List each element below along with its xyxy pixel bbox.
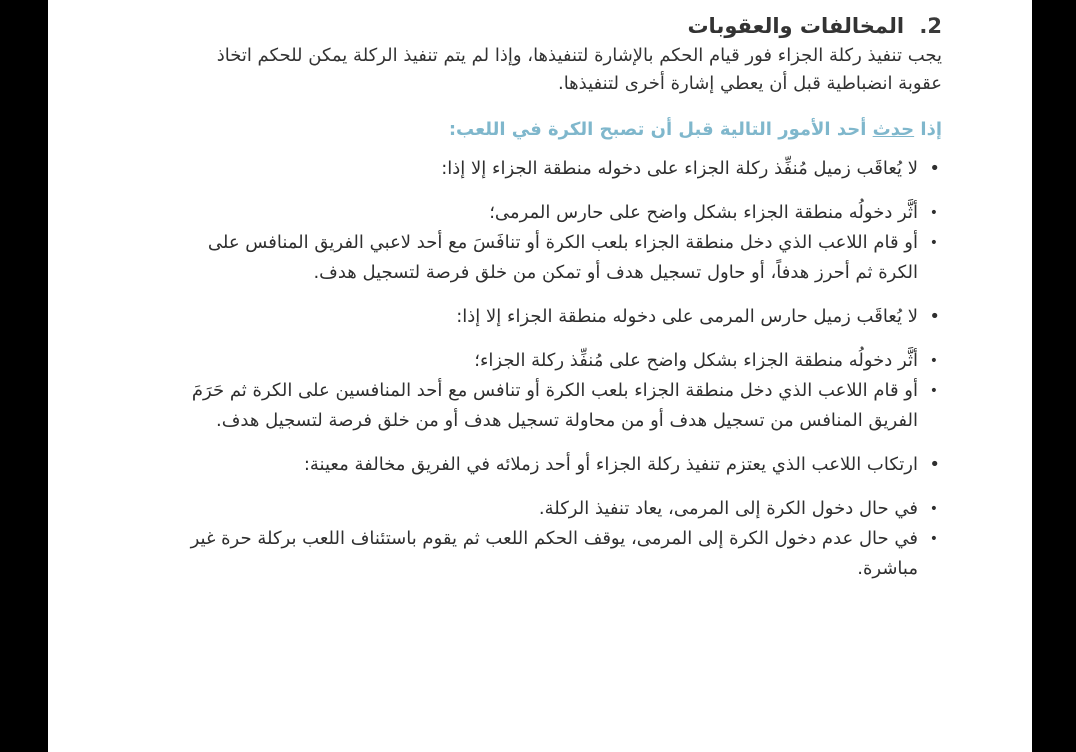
- sub-list-item: [182, 494, 942, 524]
- list-item: [182, 154, 942, 184]
- bullet-icon: •: [929, 235, 938, 251]
- list-item-text: لا يُعاقَب زميل مُنفِّذ ركلة الجزاء على دخوله منطقة الجزاء إلا إذا:: [441, 158, 918, 179]
- sub-list-item: [182, 346, 942, 376]
- list-item: [182, 450, 942, 480]
- document-content: [182, 0, 942, 598]
- list-item: [182, 302, 942, 332]
- sub-list-item-text: أثَّر دخولُه منطقة الجزاء بشكل واضح على مُنفِّذ ركلة الجزاء؛: [474, 350, 918, 371]
- section-number: 2.: [919, 14, 942, 38]
- sub-list-item-text: أو قام اللاعب الذي دخل منطقة الجزاء بلعب الكرة أو تنافَسَ مع أحد لاعبي الفريق المنافس على الكرة ثم أحرز هدفاً، أو حاول تسجيل هدف أو تمكن من خلق فرصة لتسجيل هدف.: [207, 232, 918, 283]
- sub-list: [182, 198, 942, 288]
- list-item-text: ارتكاب اللاعب الذي يعتزم تنفيذ ركلة الجزاء أو أحد زملائه في الفريق مخالفة معينة:: [303, 454, 918, 475]
- intro-paragraph: يجب تنفيذ ركلة الجزاء فور قيام الحكم بالإشارة لتنفيذها، وإذا لم يتم تنفيذ الركلة يمكن للحكم اتخاذ عقوبة انضباطية قبل أن يعطي إشارة أخرى لتنفيذها.: [216, 45, 942, 94]
- list-item-text: لا يُعاقَب زميل حارس المرمى على دخوله منطقة الجزاء إلا إذا:: [456, 306, 918, 327]
- sub-list: [182, 346, 942, 436]
- sub-list-item-text: أثَّر دخولُه منطقة الجزاء بشكل واضح على حارس المرمى؛: [489, 202, 918, 223]
- sub-list-item: [182, 524, 942, 584]
- sub-list: [182, 494, 942, 584]
- sub-list-item-text: أو قام اللاعب الذي دخل منطقة الجزاء بلعب الكرة أو تنافس مع أحد المنافسين على الكرة ثم حَرَمَ الفريق المنافس من تسجيل هدف أو من محاولة تسجيل هدف أو من خلق فرصة لتسجيل هدف.: [191, 380, 918, 431]
- document-page: [48, 0, 1032, 752]
- subheading-underlined: حدث: [872, 119, 915, 140]
- bullet-icon: •: [929, 501, 938, 517]
- subheading-prefix: إذا: [920, 119, 942, 140]
- bullet-icon: •: [929, 454, 940, 475]
- bullet-icon: •: [929, 158, 940, 179]
- bullet-icon: •: [929, 306, 940, 327]
- subheading-rest: أحد الأمور التالية قبل أن تصبح الكرة في اللعب:: [448, 119, 867, 140]
- section-title: المخالفات والعقوبات: [687, 14, 905, 38]
- bullet-icon: •: [929, 205, 938, 221]
- sub-list-item: [182, 376, 942, 436]
- sub-list-item-text: في حال عدم دخول الكرة إلى المرمى، يوقف الحكم اللعب ثم يقوم باستئناف اللعب بركلة حرة غير مباشرة.: [190, 528, 918, 579]
- conditions-list: [182, 154, 942, 584]
- sub-list-item: [182, 198, 942, 228]
- bullet-icon: •: [929, 531, 938, 547]
- bullet-icon: •: [929, 383, 938, 399]
- sub-list-item-text: في حال دخول الكرة إلى المرمى، يعاد تنفيذ الركلة.: [538, 498, 918, 519]
- section-heading: [182, 10, 942, 42]
- conditions-subheading: [182, 116, 942, 144]
- sub-list-item: [182, 228, 942, 288]
- bullet-icon: •: [929, 353, 938, 369]
